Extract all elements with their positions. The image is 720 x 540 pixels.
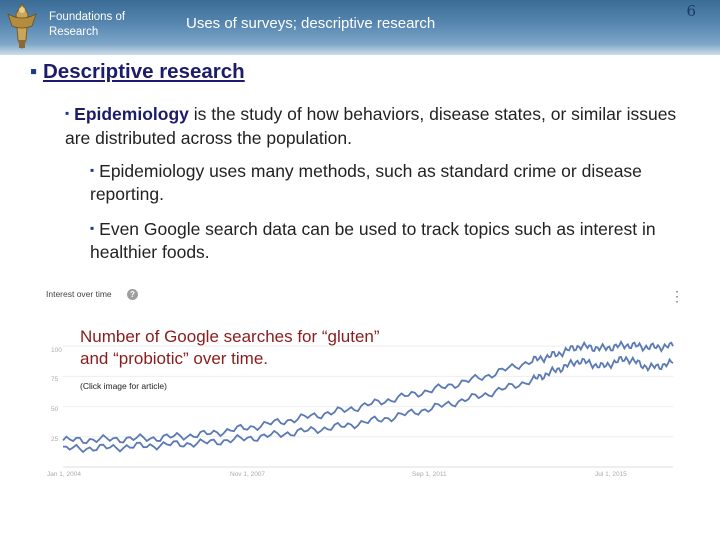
bullet-level2 [65,101,695,150]
course-name: Foundations of Research [49,11,126,38]
bullet-square-icon: ▪ [90,163,95,177]
bullet-square-icon: ▪ [90,221,95,235]
slide-title: Uses of surveys; descriptive research [186,15,436,32]
y-tick-label: 50 [51,406,59,413]
slide-number: 6 [686,2,696,20]
bullet-level2-text: is the study of how behaviors, disease states, or similar issues are distributed across the population. [65,104,677,148]
y-tick-label: 100 [51,347,62,354]
bullet-level3-1 [90,159,680,206]
bullet-level3-2 [90,217,680,264]
bullet-level1-text: Descriptive research [42,60,245,83]
bullet-square-icon: ▪ [30,60,38,83]
help-icon[interactable]: ? [127,289,138,300]
bullet-level1 [30,60,245,84]
bullet-level3-text: Even Google search data can be used to track topics such as interest in healthier foods. [90,219,656,262]
chart-title: Interest over time [46,289,112,299]
bullet-square-icon: ▪ [65,106,70,120]
slide-header [0,0,720,55]
figure-caption: Number of Google searches for “gluten” and “probiotic” over time. [80,327,380,368]
bullet-level3-text: Epidemiology uses many methods, such as standard crime or disease reporting. [90,161,642,204]
x-tick-label: Sep 1, 2011 [412,471,447,478]
y-tick-label: 25 [51,436,59,443]
more-options-icon[interactable]: ⋮ [670,288,684,304]
x-tick-label: Jan 1, 2004 [47,471,81,478]
y-tick-label: 75 [51,376,59,383]
university-crest-icon [2,0,42,52]
term-epidemiology: Epidemiology [74,104,189,124]
article-link-note[interactable]: (Click image for article) [80,381,167,391]
x-tick-label: Nov 1, 2007 [230,471,266,478]
x-tick-label: Jul 1, 2015 [595,471,627,478]
